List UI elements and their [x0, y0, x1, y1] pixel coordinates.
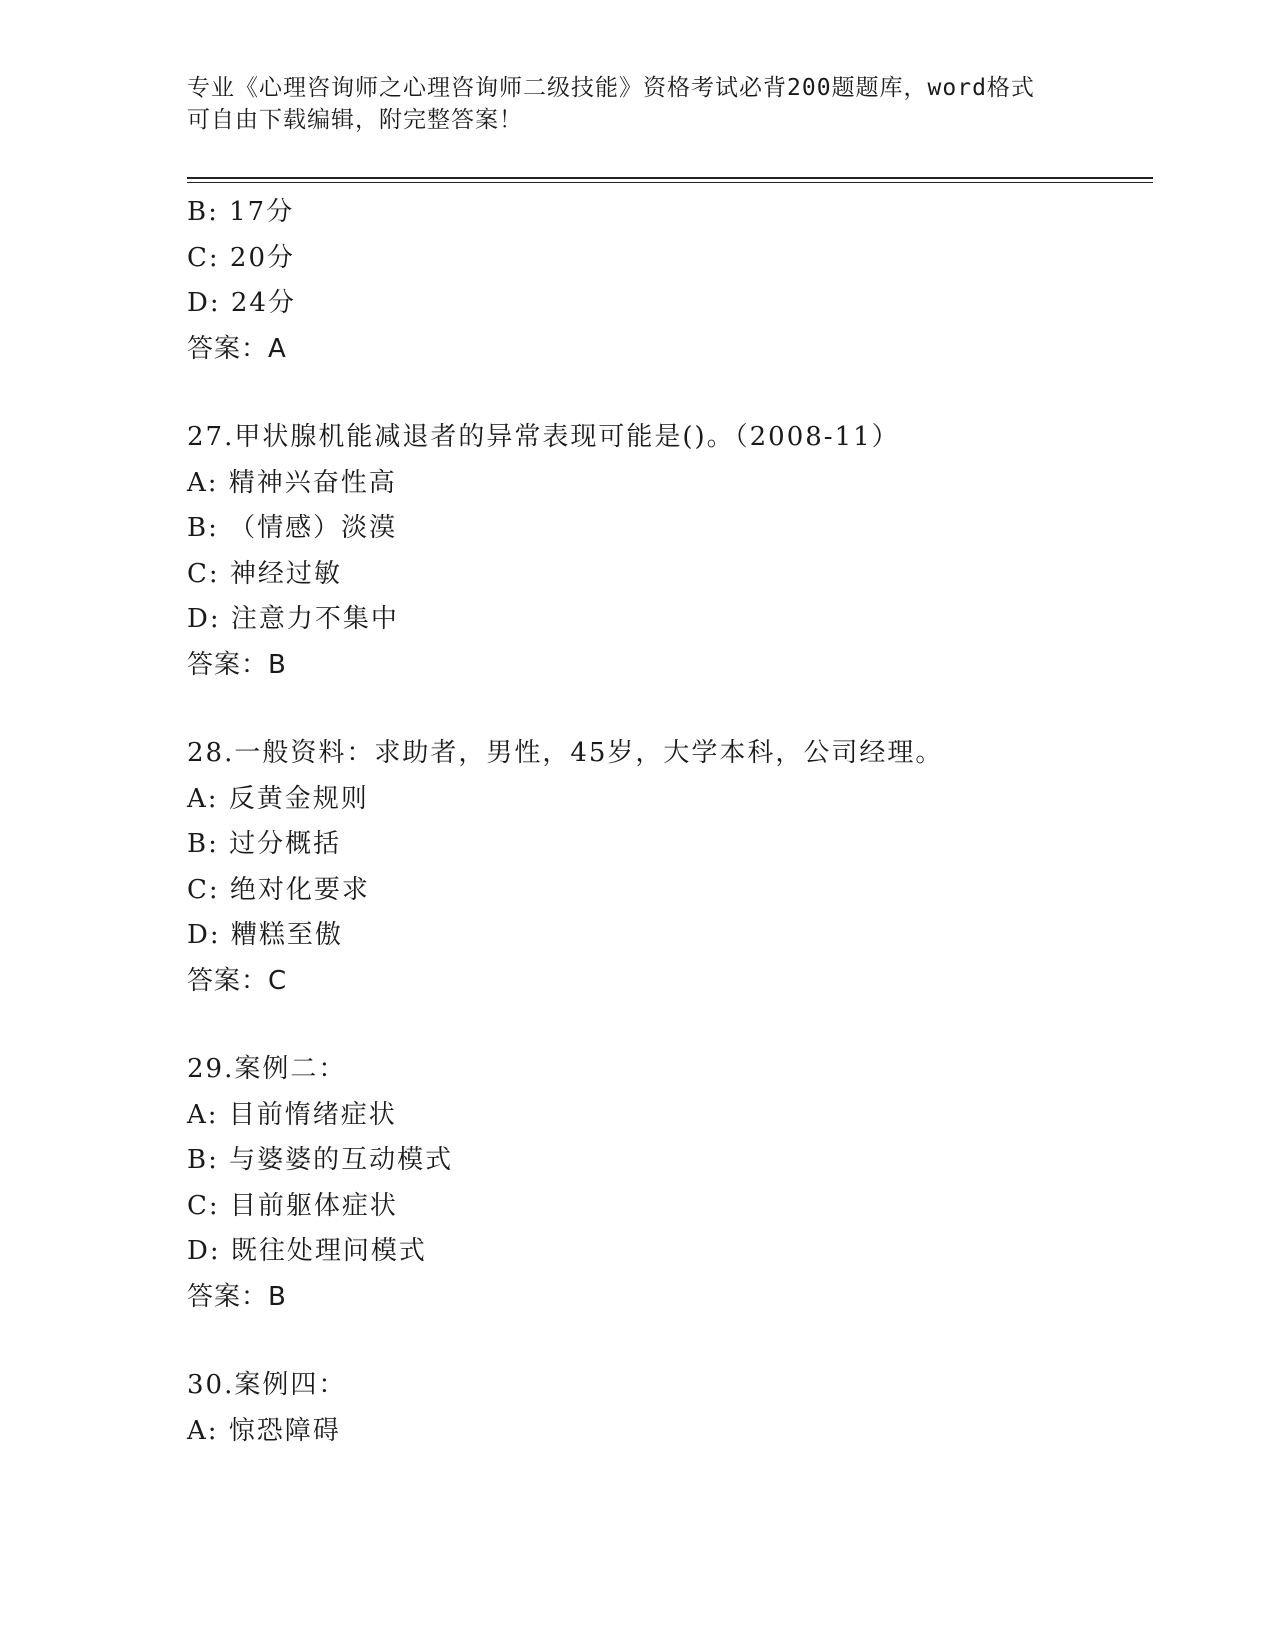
option-line: A: 反黄金规则 — [187, 783, 369, 814]
answer-line: 答案：B — [187, 1281, 287, 1312]
question-27 — [187, 415, 1147, 688]
option-line: B: 与婆婆的互动模式 — [187, 1145, 454, 1175]
answer-line: 答案：C — [187, 965, 288, 996]
option-line: B: 过分概括 — [187, 829, 342, 859]
option-line: C: 20分 — [187, 242, 296, 273]
option-line: D: 既往处理问模式 — [187, 1236, 427, 1266]
question-30 — [187, 1363, 1147, 1454]
option-line: B: 17分 — [187, 197, 295, 227]
option-line: C: 绝对化要求 — [187, 874, 370, 905]
question-28 — [187, 731, 1147, 1004]
header-line-2: 可自由下载编辑，附完整答案！ — [187, 107, 523, 133]
option-line: D: 24分 — [187, 288, 296, 318]
option-line: A: 目前惰绪症状 — [187, 1099, 397, 1130]
option-line: A: 精神兴奋性高 — [187, 467, 397, 498]
carryover-block — [187, 190, 1147, 372]
question-list — [187, 190, 1147, 1454]
question-title: 28.一般资料：求助者，男性，45岁，大学本科，公司经理。 — [187, 738, 944, 768]
question-29 — [187, 1047, 1147, 1320]
header-line-1: 专业《心理咨询师之心理咨询师二级技能》资格考试必背200题题库，word格式 — [187, 75, 1035, 101]
option-line: A: 惊恐障碍 — [187, 1415, 341, 1446]
option-line: C: 神经过敏 — [187, 558, 342, 589]
question-title: 27.甲状腺机能减退者的异常表现可能是()。（2008-11） — [187, 422, 900, 452]
document-header — [187, 72, 1087, 136]
answer-line: 答案：B — [187, 649, 287, 680]
answer-line: 答案：A — [187, 333, 287, 364]
header-rule-thin — [187, 182, 1153, 183]
question-title: 30.案例四： — [187, 1370, 347, 1400]
option-line: C: 目前躯体症状 — [187, 1190, 398, 1221]
header-rule-thick — [187, 177, 1153, 179]
question-title: 29.案例二： — [187, 1054, 347, 1084]
option-line: D: 注意力不集中 — [187, 604, 399, 634]
option-line: D: 糟糕至傲 — [187, 920, 343, 950]
option-line: B: （情感）淡漠 — [187, 513, 398, 543]
